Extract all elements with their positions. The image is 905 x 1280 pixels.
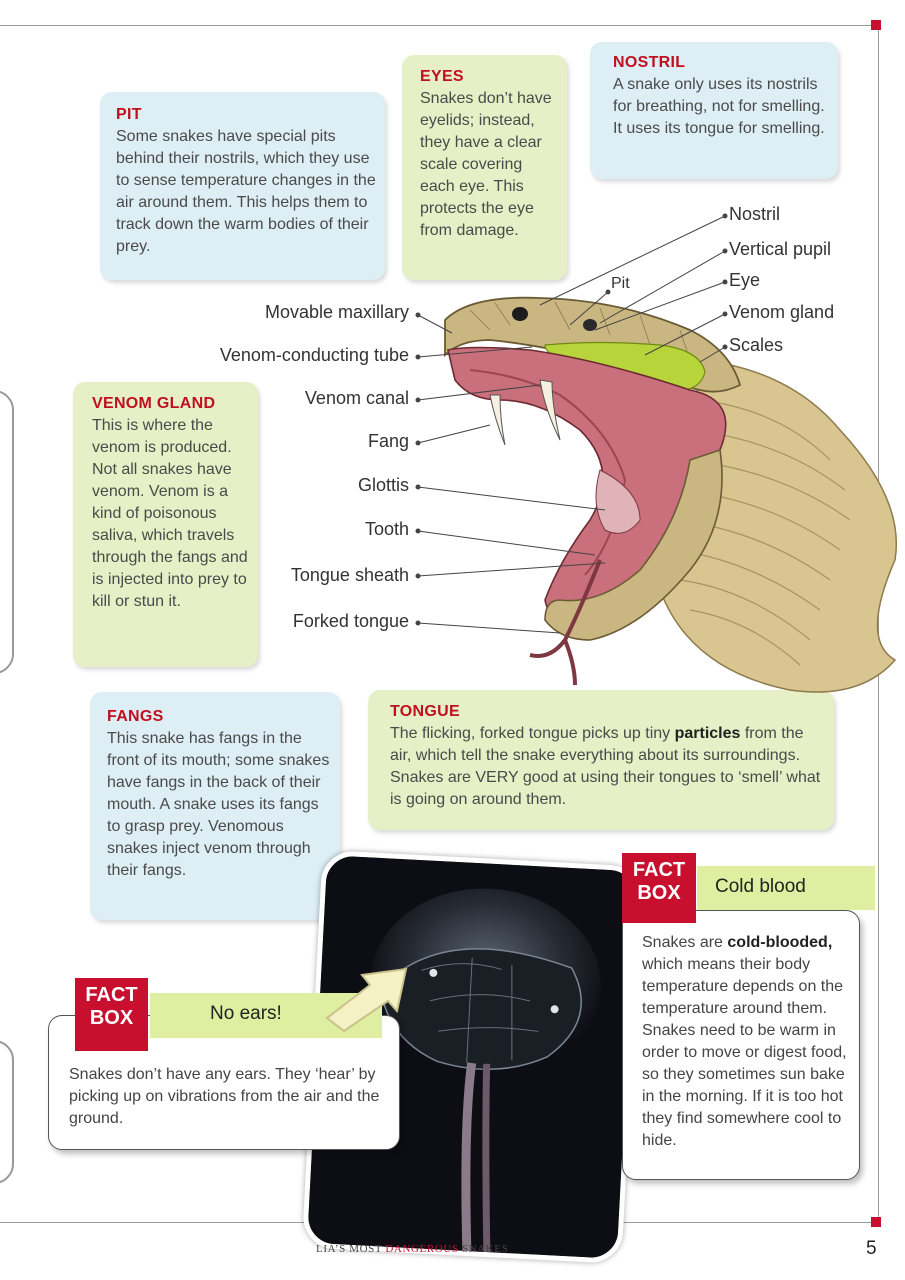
fact-box-cold-blood-title: Cold blood [697, 866, 875, 910]
cold-blooded-emphasis: cold-blooded, [727, 934, 833, 951]
pit-text: Some snakes have special pits behind their nostrils, which they use to sense temperature changes in the air around them. This helps them to track down the warm bodies of their prey. [116, 128, 376, 255]
fact-box-no-ears-title: No ears! [150, 993, 382, 1038]
label-venom-canal: Venom canal [304, 388, 409, 408]
fact-box-tag-ears: FACT BOX [75, 978, 148, 1051]
venom-gland-text: This is where the venom is produced. Not all snakes have venom. Venom is a kind of poisonous saliva, which travels through the fangs and is injected into prey to kill or stun it. [92, 417, 248, 610]
label-eye: Eye [729, 270, 761, 290]
label-fang: Fang [367, 431, 409, 451]
label-scales: Scales [729, 335, 784, 355]
tongue-text: The flicking, forked tongue picks up tiny particles from the air, which tell the snake everything about its surroundings. Snakes are VERY good at using their tongues to ‘smell’ what is going on around them. [390, 725, 821, 808]
label-nostril: Nostril [729, 204, 781, 224]
page-number: 5 [866, 1238, 877, 1259]
venom-gland-title: VENOM GLAND [92, 395, 216, 412]
label-glottis: Glottis [357, 475, 409, 495]
pit-title: PIT [116, 106, 142, 123]
label-pit: Pit [611, 275, 630, 292]
fact-box-cold-blood: Snakes are cold-blooded, which means their body temperature depends on the temperature around them. Snakes need to be warm in order to move or digest food, so they sometimes sun bake in the morning. If it is too hot they find somewhere cool to hide. [622, 910, 860, 1180]
fangs-title: FANGS [107, 708, 164, 725]
nostril-text: A snake only uses its nostrils for breathing, not for smelling. It uses its tongue for smelling. [613, 76, 825, 137]
fact-box-no-ears-text: Snakes don’t have any ears. They ‘hear’ by picking up on vibrations from the air and the ground. [69, 1066, 380, 1127]
label-vertical-pupil: Vertical pupil [729, 239, 832, 259]
eyes-title: EYES [420, 68, 464, 85]
nostril-title: NOSTRIL [613, 54, 686, 71]
fact-box-tag-blood: FACT BOX [622, 853, 696, 923]
label-tongue-sheath: Tongue sheath [290, 565, 409, 585]
pointer-arrow-icon [322, 963, 412, 1033]
label-venom-gland: Venom gland [729, 302, 835, 322]
tongue-title: TONGUE [390, 703, 460, 720]
label-movable-maxillary: Movable maxillary [264, 302, 409, 322]
eyes-text: Snakes don’t have eyelids; instead, they have a clear scale covering each eye. This protects the eye from damage. [420, 90, 552, 239]
label-forked-tongue: Forked tongue [292, 611, 409, 631]
label-tooth: Tooth [364, 519, 409, 539]
tongue-emphasis: particles [674, 725, 741, 742]
running-footer: LIA’S MOST DANGEROUS SNAKES [316, 1243, 509, 1255]
label-venom-conducting-tube: Venom-conducting tube [219, 345, 409, 365]
fangs-text: This snake has fangs in the front of its mouth; some snakes have fangs in the back of their mouth. A snake uses its fangs to grasp prey. Venomous snakes inject venom through their fangs. [107, 730, 330, 879]
footer-highlight: DANGEROUS [385, 1243, 459, 1255]
